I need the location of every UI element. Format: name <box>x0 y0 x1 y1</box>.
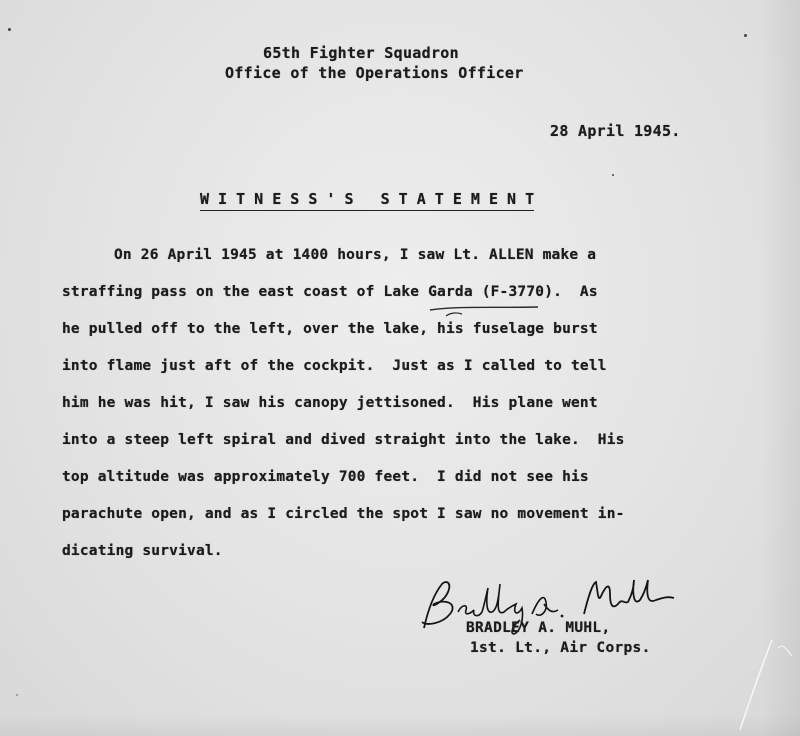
body-line: into flame just aft of the cockpit. Just as I called to tell <box>62 358 607 374</box>
body-line: dicating survival. <box>62 543 223 559</box>
ink-speck <box>16 694 18 696</box>
ink-speck <box>612 174 614 176</box>
body-line: top altitude was approximately 700 feet. I did not see his <box>62 469 589 485</box>
document-date: 28 April 1945. <box>550 122 681 140</box>
body-line: On 26 April 1945 at 1400 hours, I saw Lt. ALLEN make a <box>114 247 597 263</box>
body-line: he pulled off to the left, over the lake, his fuselage burst <box>62 321 598 337</box>
body-line: him he was hit, I saw his canopy jettisoned. His plane went <box>62 395 598 411</box>
ink-speck <box>744 34 747 37</box>
statement-body <box>62 245 762 578</box>
body-line: parachute open, and as I circled the spot I saw no movement in- <box>62 506 625 522</box>
signer-name: BRADLEY A. MUHL, <box>466 620 611 636</box>
body-line: straffing pass on the east coast of Lake Garda (F-3770). As <box>62 284 598 300</box>
statement-title: W I T N E S S ' S S T A T E M E N T <box>200 190 534 211</box>
ink-speck <box>8 28 11 31</box>
letterhead-unit: 65th Fighter Squadron <box>263 44 459 62</box>
body-line: into a steep left spiral and dived straight into the lake. His <box>62 432 625 448</box>
signer-rank: 1st. Lt., Air Corps. <box>470 640 651 656</box>
handwritten-underline <box>426 296 546 320</box>
page-bottom-shadow <box>0 714 800 736</box>
paper-crease <box>732 560 792 730</box>
letterhead-office: Office of the Operations Officer <box>225 64 524 82</box>
